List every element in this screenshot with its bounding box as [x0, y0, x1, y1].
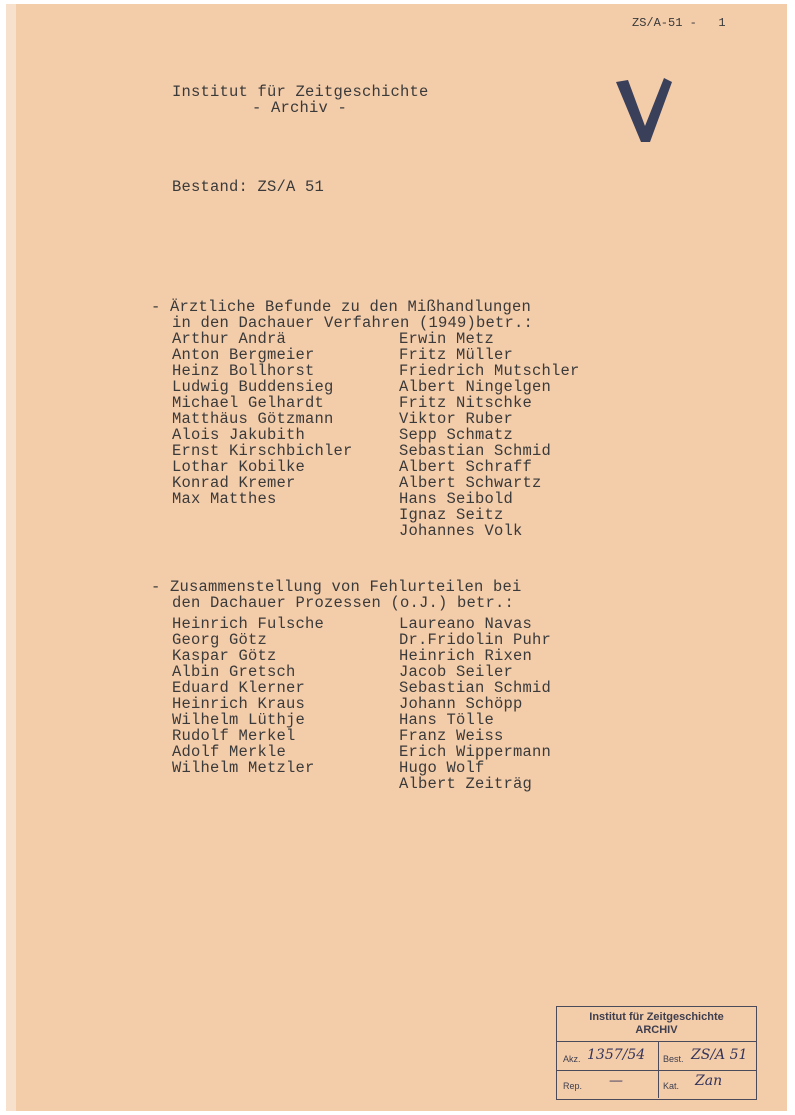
section1-title-line1: - Ärztliche Befunde zu den Mißhandlungen	[151, 298, 532, 316]
stamp-archiv: ARCHIV	[635, 1024, 678, 1036]
person-name: Heinz Bollhorst	[172, 362, 315, 380]
stamp-akz-value: 1357/54	[587, 1047, 646, 1063]
person-name: Johannes Volk	[399, 522, 523, 540]
person-name: Sepp Schmatz	[399, 426, 514, 444]
person-name: Viktor Ruber	[399, 410, 514, 428]
person-name: Johann Schöpp	[399, 695, 523, 713]
person-name: Lothar Kobilke	[172, 458, 306, 476]
archive-stamp	[556, 1006, 757, 1100]
person-name: Hans Seibold	[399, 490, 514, 508]
person-name: Erwin Metz	[399, 330, 495, 348]
person-name: Kaspar Götz	[172, 647, 277, 665]
person-name: Ernst Kirschbichler	[172, 442, 353, 460]
checkmark-v-icon	[614, 76, 676, 144]
stamp-rep-label: Rep.	[563, 1081, 583, 1091]
person-name: Laureano Navas	[399, 615, 533, 633]
person-name: Ignaz Seitz	[399, 506, 504, 524]
stamp-best-label: Best.	[663, 1054, 684, 1064]
person-name: Wilhelm Lüthje	[172, 711, 306, 729]
person-name: Arthur Andrä	[172, 330, 287, 348]
person-name: Erich Wippermann	[399, 743, 552, 761]
person-name: Heinrich Kraus	[172, 695, 306, 713]
section1-title-line2: in den Dachauer Verfahren (1949)betr.:	[172, 314, 534, 332]
page-edge	[6, 4, 16, 1111]
person-name: Sebastian Schmid	[399, 442, 552, 460]
person-name: Anton Bergmeier	[172, 346, 315, 364]
person-name: Ludwig Buddensieg	[172, 378, 334, 396]
person-name: Friedrich Mutschler	[399, 362, 580, 380]
person-name: Sebastian Schmid	[399, 679, 552, 697]
person-name: Heinrich Rixen	[399, 647, 533, 665]
stamp-kat-label: Kat.	[663, 1081, 680, 1091]
person-name: Fritz Müller	[399, 346, 514, 364]
person-name: Alois Jakubith	[172, 426, 306, 444]
person-name: Albert Ningelgen	[399, 378, 552, 396]
institute-title: Institut für Zeitgeschichte	[172, 83, 429, 101]
stamp-best-value: ZS/A 51	[691, 1047, 748, 1063]
person-name: Albert Schraff	[399, 458, 533, 476]
person-name: Georg Götz	[172, 631, 268, 649]
archive-subtitle: - Archiv -	[252, 99, 348, 117]
person-name: Eduard Klerner	[172, 679, 306, 697]
stamp-kat-value: Zan	[695, 1073, 723, 1089]
person-name: Rudolf Merkel	[172, 727, 296, 745]
section2-title-line1: - Zusammenstellung von Fehlurteilen bei	[151, 578, 522, 596]
person-name: Max Matthes	[172, 490, 277, 508]
person-name: Dr.Fridolin Puhr	[399, 631, 552, 649]
person-name: Matthäus Götzmann	[172, 410, 334, 428]
person-name: Hans Tölle	[399, 711, 495, 729]
stamp-institute: Institut für Zeitgeschichte	[589, 1011, 724, 1023]
person-name: Franz Weiss	[399, 727, 504, 745]
person-name: Michael Gelhardt	[172, 394, 325, 412]
person-name: Fritz Nitschke	[399, 394, 533, 412]
section2-title-line2: den Dachauer Prozessen (o.J.) betr.:	[172, 594, 515, 612]
person-name: Albert Zeiträg	[399, 775, 533, 793]
stamp-akz-label: Akz.	[563, 1054, 581, 1064]
person-name: Jacob Seiler	[399, 663, 514, 681]
page-number: ZS/A-51 - 1	[632, 16, 726, 30]
person-name: Hugo Wolf	[399, 759, 485, 777]
person-name: Albin Gretsch	[172, 663, 296, 681]
holding-label: Bestand: ZS/A 51	[172, 178, 325, 196]
person-name: Albert Schwartz	[399, 474, 542, 492]
stamp-rep-value: —	[609, 1073, 623, 1089]
document-page	[6, 4, 787, 1111]
person-name: Heinrich Fulsche	[172, 615, 325, 633]
person-name: Adolf Merkle	[172, 743, 287, 761]
person-name: Konrad Kremer	[172, 474, 296, 492]
person-name: Wilhelm Metzler	[172, 759, 315, 777]
